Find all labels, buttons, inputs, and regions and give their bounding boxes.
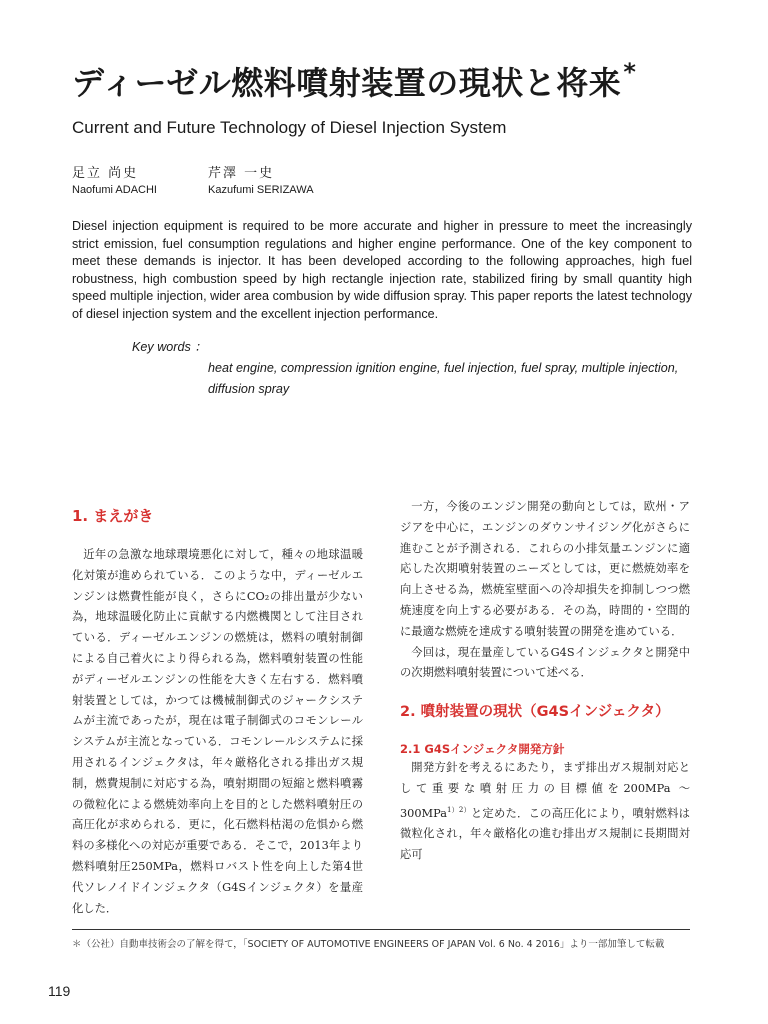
author-2 <box>208 162 314 196</box>
section-1-paragraph-3: 今回は，現在量産しているG4Sインジェクタと開発中の次期燃料噴射装置について述べる． <box>400 645 690 680</box>
keywords-list: heat engine, compression ignition engine, fuel injection, fuel spray, multiple injection, diffusion spray <box>208 361 679 396</box>
citation-1-2: 1）2） <box>446 805 471 814</box>
title-ja-text: ディーゼル燃料噴射装置の現状と将来 <box>72 64 622 102</box>
title-footnote-mark: * <box>623 58 637 86</box>
author-1-name-en: Naofumi ADACHI <box>72 184 157 196</box>
keywords-label: Key words ： <box>132 340 207 354</box>
section-2-1-text-b: と定めた．この高圧化により，噴射燃料は微粒化され，年々厳格化の進む排出ガス規制に長期間対応可 <box>400 806 690 862</box>
section-1-heading: 1. まえがき <box>72 507 154 525</box>
title-english: Current and Future Technology of Diesel Injection System <box>72 118 507 137</box>
author-2-name-en: Kazufumi SERIZAWA <box>208 184 314 196</box>
section-2-1-text-a: 開発方針を考えるにあたり，まず排出ガス規制対応として重要な噴射圧力の目標値を200MPa ～ 300MPa <box>400 761 690 820</box>
title-japanese <box>72 58 636 104</box>
section-2-heading: 2. 噴射装置の現状（G4Sインジェクタ） <box>400 704 670 721</box>
body-column-left <box>72 497 363 919</box>
section-1-paragraph-1: 近年の急激な地球環境悪化に対して，種々の地球温暖化対策が進められている．このような中，ディーゼルエンジンは燃費性能が良く，さらにCO₂の排出量が少ない為，地球温暖化防止に貢献する内燃機関として注目されている．ディーゼルエンジンの燃焼は，燃料の噴射制御による自己着火により得られる為，燃料噴射装置の性能がディーゼルエンジンの性能を大きく左右する．燃料噴射装置としては，かつては機械制御式のジャークシステムが主流であったが，現在は電子制御式のコモンレールシステムが主流となっている．コモンレールシステムに採用されるインジェクタは，年々厳格化される排出ガス規制，燃費規制に対応する為，噴射期間の短縮と燃料噴霧の微粒化による燃焼効率向上を目的とした燃料噴射圧の高圧化が求められる．更に，化石燃料枯渇の危惧から燃料の多様化への対応が重要である．そこで，2013年より燃料噴射圧250MPa，燃料ロバスト性を向上した第4世代ソレノイドインジェクタ（G4Sインジェクタ）を量産化した． <box>72 548 363 915</box>
author-1 <box>72 162 157 196</box>
section-1-paragraph-2: 一方，今後のエンジン開発の動向としては，欧州・アジアを中心に，エンジンのダウンサイジング化がさらに進むことが予測される．これらの小排気量エンジンに適応した次期噴射装置のニーズとしては，更に燃焼効率を向上させる為，燃焼室壁面への冷却損失を抑制しつつ燃焼速度を向上する必要がある．その為，時間的・空間的に最適な燃焼を達成する噴射装置の開発を進めている． <box>400 500 690 638</box>
author-1-name-ja: 足立 尚史 <box>72 166 139 181</box>
footnote: ＊（公社）自動車技術会の了解を得て，「SOCIETY OF AUTOMOTIVE ENGINEERS OF JAPAN Vol. 6 No. 4 2016」より一部加筆して転載 <box>72 939 665 950</box>
section-2-1-heading: 2.1 G4Sインジェクタ開発方針 <box>400 742 565 757</box>
abstract: Diesel injection equipment is required to be more accurate and higher in pressure to meet the increasingly strict emission, fuel consumption regulations and higher engine performance. One of the key component to meet these demands is injector. It has been developed according to the following approaches, high fuel robustness, high combustion speed by high rectangle injection rate, stabilized firing by small quantity high speed multiple injection, wider area combusion by wide diffusion spray. This paper reports the latest technology of diesel injection system and the excellent injection performance. <box>72 219 692 321</box>
author-2-name-ja: 芹澤 一史 <box>208 166 275 181</box>
footnote-divider <box>72 929 690 930</box>
page-number: 119 <box>48 983 71 999</box>
section-2-1-paragraph <box>400 758 690 866</box>
body-column-right <box>400 497 690 866</box>
